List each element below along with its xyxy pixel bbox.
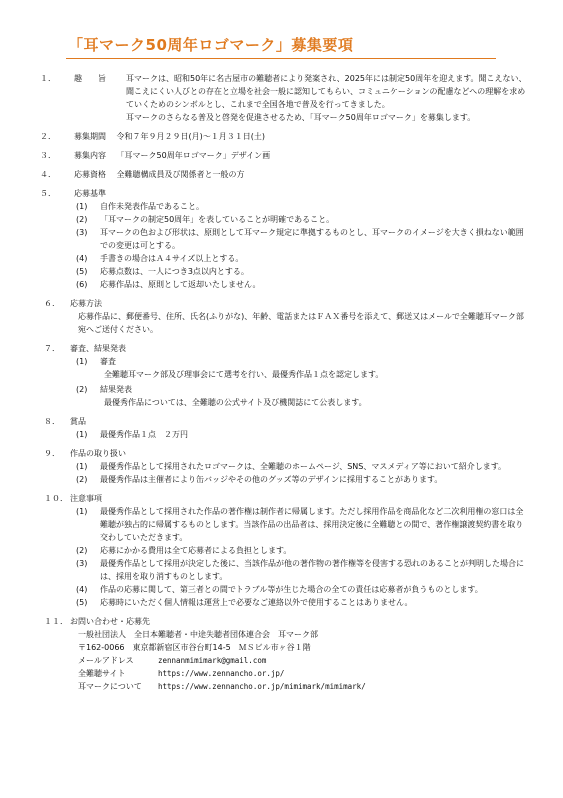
- section-label: 趣 旨: [74, 74, 106, 83]
- postal-address: 〒162-0066 東京都新宿区市谷台町14-5 ＭＳビル市ヶ谷１階: [78, 643, 311, 652]
- email-label: メールアドレス: [78, 656, 134, 665]
- list-item: (3) 最優秀作品として採用が決定した後に、当該作品が他の著作物の著作権等を侵害する恐れのあることが判明した場合には、採用を取り消すものとします。: [76, 559, 524, 581]
- section-number: ８．: [44, 417, 60, 426]
- section-number: ６.: [44, 299, 55, 308]
- section-label: 募集内容: [74, 151, 106, 160]
- list-item: (5) 応募点数は、一人につき3点以内とする。: [76, 267, 249, 276]
- section-number: ５．: [40, 189, 56, 198]
- mimimark-label: 耳マークについて: [78, 682, 142, 691]
- list-item: (2) 「耳マークの制定50周年」を表していることが明確であること。: [76, 215, 335, 224]
- section-judging: [40, 342, 530, 409]
- section-number: ９．: [44, 449, 60, 458]
- list-item: (5) 応募時にいただく個人情報は運営上で必要なご連絡以外で使用することはありません。: [76, 598, 413, 607]
- subsection-heading: (2) 結果発表: [76, 385, 132, 394]
- section-notes: [40, 492, 530, 609]
- section-label: 注意事項: [70, 494, 102, 503]
- section-number: ３．: [40, 151, 56, 160]
- section-label: 応募資格: [74, 170, 106, 179]
- section-purpose: [40, 72, 530, 124]
- section-criteria: [40, 187, 530, 291]
- site-link[interactable]: https://www.zennancho.or.jp/: [158, 669, 285, 678]
- section-number: １０．: [44, 494, 68, 503]
- list-item: (4) 手書きの場合はＡ４サイズ以上とする。: [76, 254, 244, 263]
- list-item: (1) 最優秀作品として採用されたロゴマークは、全難聴のホームページ、SNS、マスメディア等において紹介します。: [76, 462, 507, 471]
- organization-name: 一般社団法人 全日本難聴者・中途失聴者団体連合会 耳マーク部: [78, 630, 318, 639]
- mimimark-link[interactable]: https://www.zennancho.or.jp/mimimark/mimimark/: [158, 682, 366, 691]
- section-content: [40, 149, 530, 162]
- email-link[interactable]: zennanmimimark@gmail.com: [158, 656, 267, 665]
- section-number: ４．: [40, 170, 56, 179]
- method-body: 応募作品に、郵便番号、住所、氏名(ふりがな)、年齢、電話またはＦＡＸ番号を添えて、郵送又はメールで全難聴耳マーク部宛へご送付ください。: [78, 312, 524, 334]
- list-item: (2) 応募にかかる費用は全て応募者による負担とします。: [76, 546, 292, 555]
- section-label: 作品の取り扱い: [70, 449, 126, 458]
- list-item: (6) 応募作品は、原則として返却いたしません。: [76, 280, 261, 289]
- list-item: (4) 作品の応募に関して、第三者との間でトラブル等が生じた場合の全ての責任は応募者が負うものとします。: [76, 585, 483, 594]
- section-eligibility: [40, 168, 530, 181]
- section-label: 募集期間: [74, 132, 106, 141]
- section-contact: [40, 615, 530, 693]
- subsection-heading: (1) 審査: [76, 357, 116, 366]
- list-item: (1) 最優秀作品として採用された作品の著作権は制作者に帰属します。ただし採用作品を商品化など二次利用権の窓口は全難聴が独占的に帰属するものとします。当該作品の出品者は、採用決定後に全難聴との間で、著作権譲渡契約書を取り交わしていただきます。: [76, 507, 524, 542]
- title-underline: [66, 58, 496, 59]
- section-handling: [40, 447, 530, 486]
- email-row: [78, 654, 530, 667]
- purpose-paragraph-2: 耳マークのさらなる普及と啓発を促進させるため、「耳マーク50周年ロゴマーク」を募集します。: [126, 113, 476, 122]
- section-label: 賞品: [70, 417, 86, 426]
- list-item: (1) 最優秀作品１点 ２万円: [76, 430, 188, 439]
- mimimark-row: [78, 680, 530, 693]
- section-label: 応募基準: [74, 189, 106, 198]
- site-label: 全難聴サイト: [78, 669, 126, 678]
- subsection-body: 最優秀作品については、全難聴の公式サイト及び機関誌にて公表します。: [104, 398, 367, 407]
- period-value: 令和７年９月２９日(月)～１月３１日(土): [116, 132, 266, 141]
- list-item: (3) 耳マークの色および形状は、原則として耳マーク規定に準拠するものとし、耳マークのイメージを大きく損ねない範囲での変更は可とする。: [76, 228, 524, 250]
- section-number: ２．: [40, 132, 56, 141]
- page-title: 「耳マーク50周年ロゴマーク」募集要項: [68, 36, 354, 54]
- section-number: １．: [40, 74, 56, 83]
- list-item: (1) 自作未発表作品であること。: [76, 202, 204, 211]
- section-period: [40, 130, 530, 143]
- site-row: [78, 667, 530, 680]
- list-item: (2) 最優秀作品は主催者により缶バッジやその他のグッズ等のデザインに採用することがあります。: [76, 475, 443, 484]
- section-label: お問い合わせ・応募先: [70, 617, 150, 626]
- section-label: 応募方法: [70, 299, 102, 308]
- subsection-body: 全難聴耳マーク部及び理事会にて選考を行い、最優秀作品１点を認定します。: [104, 370, 384, 379]
- section-method: [40, 297, 530, 336]
- section-label: 審査、結果発表: [70, 344, 126, 353]
- section-number: ７．: [44, 344, 60, 353]
- section-prize: [40, 415, 530, 441]
- document-body: [40, 72, 530, 699]
- purpose-paragraph-1: 耳マークは、昭和50年に名古屋市の難聴者により発案され、2025年には制定50周年を迎えます。聞こえない、聞こえにくい人びとの存在と立場を社会一般に認知してもらい、コミュニケーションの配慮などへの理解を求めていくためのシンボルとし、これまで全国各地で普及を行ってきました。: [126, 74, 527, 109]
- eligibility-value: 全難聴構成員及び関係者と一般の方: [116, 170, 245, 179]
- section-number: １１．: [44, 617, 68, 626]
- content-value: 「耳マーク50周年ロゴマーク」デザイン画: [116, 151, 271, 160]
